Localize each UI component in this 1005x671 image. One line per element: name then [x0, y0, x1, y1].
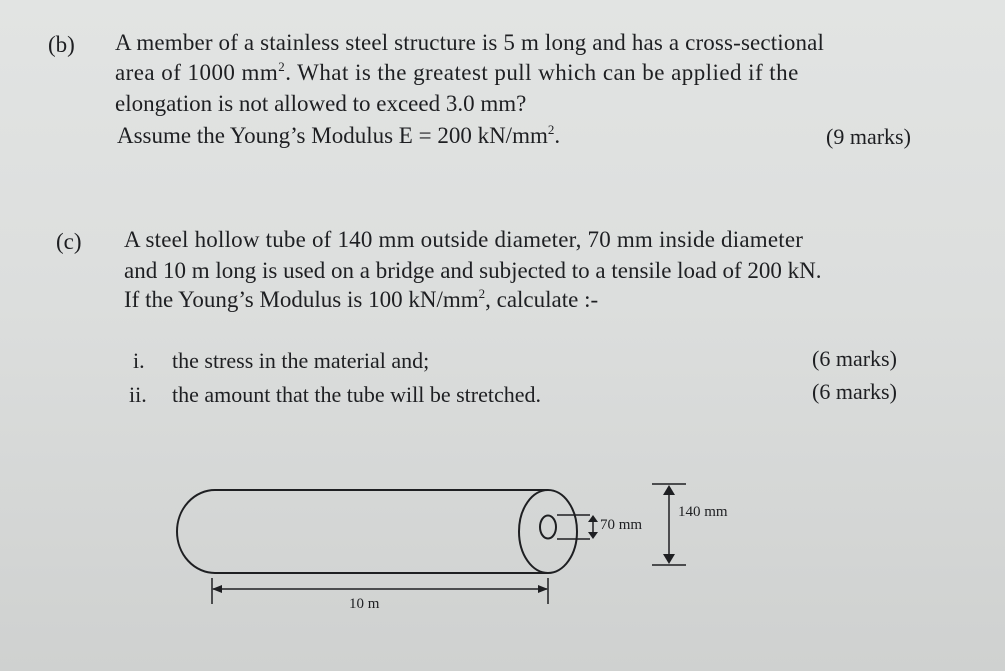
- item-2-marks: (6 marks): [812, 379, 897, 404]
- item-1-numeral: i.: [133, 348, 145, 373]
- inner-diameter-label: 70 mm: [600, 517, 643, 533]
- tube-end-inner-bore: [540, 516, 556, 539]
- squared-superscript: 2: [478, 286, 486, 301]
- item-1-text: the stress in the material and;: [172, 348, 430, 373]
- tube-body-outline: [177, 490, 548, 573]
- outer-diameter-label: 140 mm: [678, 504, 728, 520]
- section-c-line-3-rest: , calculate :-: [485, 287, 599, 312]
- item-1-marks: (6 marks): [812, 346, 897, 371]
- item-2-text: the amount that the tube will be stretched.: [172, 382, 542, 407]
- section-b-line-2-rest: . What is the greatest pull which can be applied if the: [285, 60, 799, 85]
- tube-end-outer: [519, 490, 577, 573]
- section-b-label: (b): [48, 32, 75, 57]
- section-b-marks: (9 marks): [826, 124, 911, 149]
- section-c-line-3-text: If the Young’s Modulus is 100 kN/mm: [124, 287, 479, 312]
- outer-diameter-dimension: [652, 484, 686, 565]
- section-b-line-1: A member of a stainless steel structure is 5 m long and has a cross-sectional: [115, 30, 825, 55]
- section-c-line-2: and 10 m long is used on a bridge and subjected to a tensile load of 200 kN.: [124, 258, 822, 283]
- length-label: 10 m: [349, 596, 380, 612]
- section-c-label: (c): [56, 229, 82, 254]
- section-c-line-1: A steel hollow tube of 140 mm outside diameter, 70 mm inside diameter: [124, 227, 804, 252]
- section-b-line-4-text: Assume the Young’s Modulus E = 200 kN/mm: [117, 123, 548, 148]
- section-b-line-2-text: area of 1000 mm: [115, 60, 279, 85]
- squared-superscript: 2: [547, 122, 555, 137]
- length-dimension: [212, 578, 548, 604]
- section-b-line-4-rest: .: [554, 123, 561, 148]
- item-2-numeral: ii.: [129, 382, 147, 407]
- squared-superscript: 2: [278, 59, 286, 74]
- section-b-line-3: elongation is not allowed to exceed 3.0 mm?: [115, 91, 527, 116]
